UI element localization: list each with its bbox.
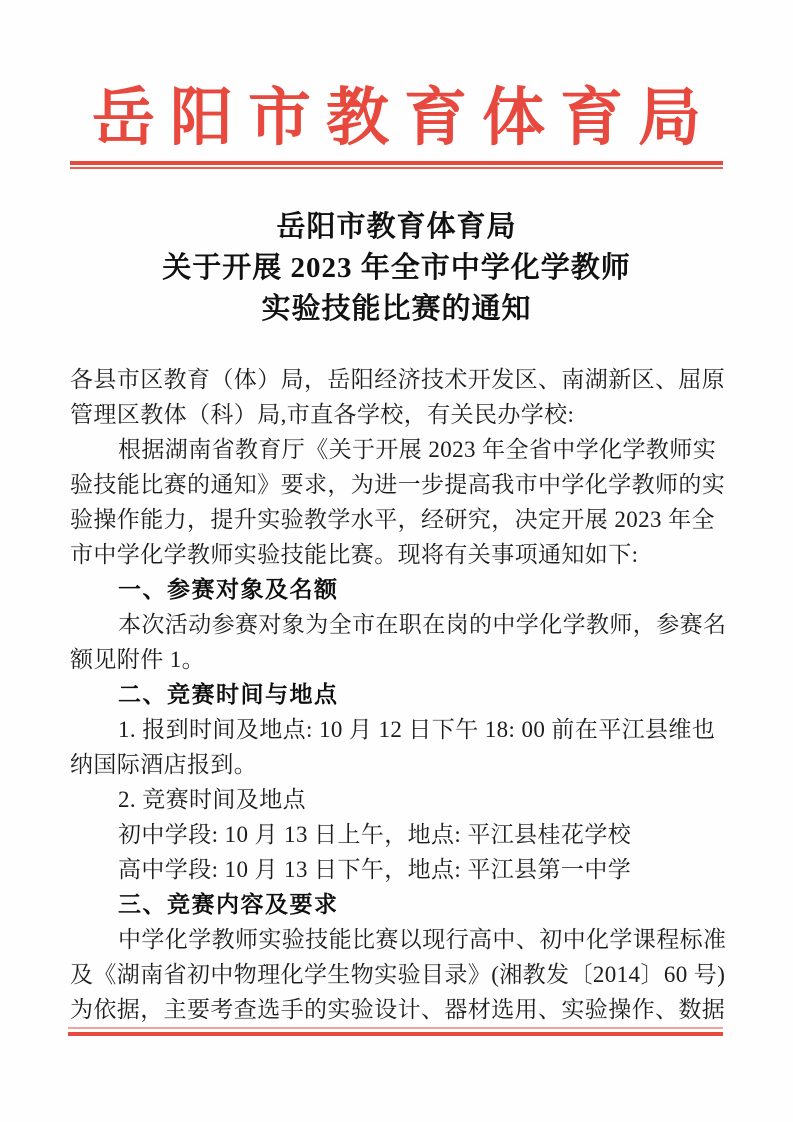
footer-rule-thick-line xyxy=(68,1032,723,1036)
body-line: 中学化学教师实验技能比赛以现行高中、初中化学课程标准 xyxy=(118,927,727,952)
body-line: 各县市区教育（体）局，岳阳经济技术开发区、南湖新区、屈原 xyxy=(70,367,726,392)
body-section-heading: 三、竞赛内容及要求 xyxy=(118,891,339,917)
body-line: 本次活动参赛对象为全市在职在岗的中学化学教师，参赛名 xyxy=(118,612,727,637)
document-title-line-1: 岳阳市教育体育局 xyxy=(276,211,517,243)
body-section-heading: 二、竞赛时间与地点 xyxy=(118,681,339,707)
document-title-line-3: 实验技能比赛的通知 xyxy=(261,293,532,325)
body-line: 管理区教体（科）局,市直各学校，有关民办学校: xyxy=(70,402,575,427)
header-double-rule xyxy=(70,161,723,169)
body-line: 额见附件 1。 xyxy=(70,647,206,672)
body-line: 根据湖南省教育厅《关于开展 2023 年全省中学化学教师实 xyxy=(118,437,717,462)
body-line: 高中学段: 10 月 13 日下午，地点: 平江县第一中学 xyxy=(118,857,632,882)
body-text xyxy=(70,362,725,1027)
body-line: 1. 报到时间及地点: 10 月 12 日下午 18: 00 前在平江县维也 xyxy=(118,717,716,742)
body-line: 2. 竞赛时间及地点 xyxy=(118,787,306,812)
body-section-heading: 一、参赛对象及名额 xyxy=(118,576,339,602)
footer-double-rule xyxy=(68,1027,723,1036)
masthead-agency-title: 岳阳市教育体育局 xyxy=(92,83,716,153)
body-line: 验操作能力，提升实验教学水平，经研究，决定开展 2023 年全 xyxy=(70,507,715,532)
document-title xyxy=(0,207,793,330)
body-line: 验技能比赛的通知》要求，为进一步提高我市中学化学教师的实 xyxy=(70,472,726,497)
body-line: 及《湖南省初中物理化学生物实验目录》(湘教发〔2014〕60 号) xyxy=(70,962,726,987)
body-line: 为依据，主要考查选手的实验设计、器材选用、实验操作、数据 xyxy=(70,997,726,1022)
body-line: 市中学化学教师实验技能比赛。现将有关事项通知如下: xyxy=(70,542,639,567)
body-line: 初中学段: 10 月 13 日上午，地点: 平江县桂花学校 xyxy=(118,822,632,847)
body-line: 纳国际酒店报到。 xyxy=(70,752,258,777)
document-title-line-2: 关于开展 2023 年全市中学化学教师 xyxy=(162,252,631,284)
header-rule-thin-line xyxy=(70,167,723,169)
